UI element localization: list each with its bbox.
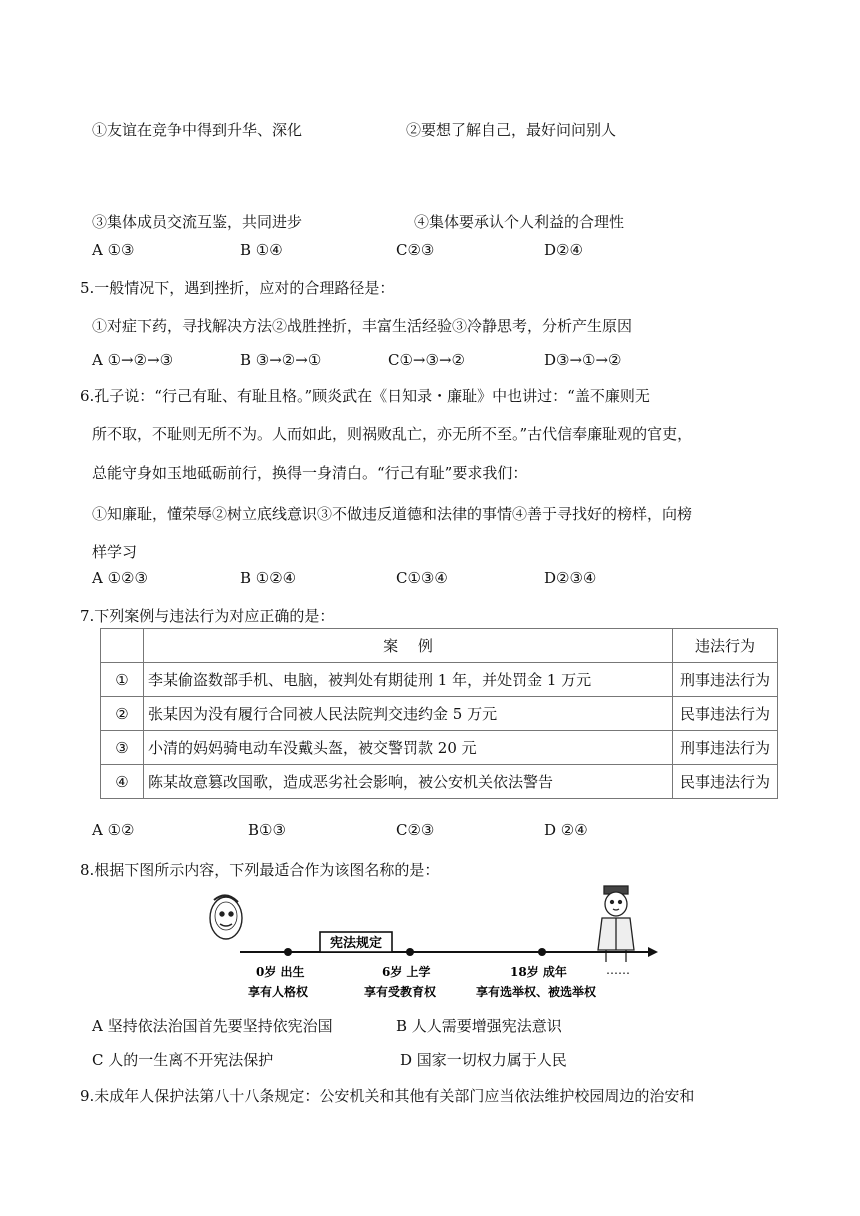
q6-line-3: 总能守身如玉地砥砺前行，换得一身清白。“行己有耻”要求我们： — [92, 464, 528, 482]
row-num: ② — [101, 697, 144, 731]
row-case: 张某因为没有履行合同被人民法院判交违约金 5 万元 — [144, 697, 673, 731]
q6-option-c: C①③④ — [396, 569, 448, 587]
row-case: 小清的妈妈骑电动车没戴头盔，被交警罚款 20 元 — [144, 731, 673, 765]
q9-stem: 9.未成年人保护法第八十八条规定：公安机关和其他有关部门应当依法维护校园周边的治安和 — [80, 1087, 695, 1105]
q6-line-2: 所不取，不耻则无所不为。人而如此，则祸败乱亡，亦无所不至。”古代信奉廉耻观的官吏， — [92, 425, 693, 443]
row-type: 民事违法行为 — [673, 765, 778, 799]
table-header-row — [101, 629, 778, 663]
q6-line-1: 6.孔子说：“行己有耻、有耻且格。”顾炎武在《日知录・廉耻》中也讲过：“盖不廉则无 — [80, 387, 650, 405]
q4-statement-3: ③集体成员交流互鉴，共同进步 — [92, 213, 303, 231]
header-type-cell: 违法行为 — [673, 629, 778, 663]
q7-option-a: A ①② — [92, 821, 135, 839]
row-type: 民事违法行为 — [673, 697, 778, 731]
table-row — [101, 765, 778, 799]
q4-option-d: D②④ — [544, 241, 583, 259]
q5-option-d: D③→①→② — [544, 351, 622, 369]
q4-option-a: A ①③ — [92, 241, 135, 259]
row-num: ③ — [101, 731, 144, 765]
q4-option-b: B ①④ — [240, 241, 283, 259]
q4-option-c: C②③ — [396, 241, 435, 259]
q6-option-b: B ①②④ — [240, 569, 297, 587]
q6-option-a: A ①②③ — [92, 569, 148, 587]
q7-option-c: C②③ — [396, 821, 435, 839]
table-row — [101, 731, 778, 765]
q8-option-a: A 坚持依法治国首先要坚持依宪治国 — [92, 1017, 333, 1035]
q4-statement-4: ④集体要承认个人利益的合理性 — [414, 213, 625, 231]
row-case: 李某偷盗数部手机、电脑，被判处有期徒刑 1 年，并处罚金 1 万元 — [144, 663, 673, 697]
adult-person-illustration — [598, 886, 634, 962]
timeline-point-birth — [284, 948, 292, 956]
point-right-school: 享有受教育权 — [364, 985, 437, 999]
q5-option-a: A ①→②→③ — [92, 351, 174, 369]
row-type: 刑事违法行为 — [673, 663, 778, 697]
q4-statement-1: ①友谊在竞争中得到升华、深化 — [92, 121, 303, 139]
point-age-adult: 18岁 成年 — [510, 965, 567, 979]
row-type: 刑事违法行为 — [673, 731, 778, 765]
point-right-adult: 享有选举权、被选举权 — [476, 985, 597, 999]
q8-option-b: B 人人需要增强宪法意识 — [396, 1017, 562, 1035]
q6-option-d: D②③④ — [544, 569, 597, 587]
q5-stem: 5.一般情况下，遇到挫折，应对的合理路径是： — [80, 279, 395, 297]
timeline-point-school — [406, 948, 414, 956]
header-case-cell: 案 例 — [144, 629, 673, 663]
q5-option-c: C①→③→② — [388, 351, 465, 369]
q7-stem: 7.下列案例与违法行为对应正确的是： — [80, 607, 335, 625]
header-num-cell — [101, 629, 144, 663]
q8-option-c: C 人的一生离不开宪法保护 — [92, 1051, 274, 1069]
q8-option-d: D 国家一切权力属于人民 — [400, 1051, 567, 1069]
timeline-arrowhead — [648, 947, 658, 957]
constitution-tag-label: 宪法规定 — [329, 936, 383, 951]
q5-statements: ①对症下药，寻找解决方法②战胜挫折，丰富生活经验③冷静思考，分析产生原因 — [92, 317, 633, 335]
table-row — [101, 663, 778, 697]
table-row — [101, 697, 778, 731]
q5-option-b: B ③→②→① — [240, 351, 322, 369]
q6-line-5: 样学习 — [92, 543, 138, 561]
row-num: ① — [101, 663, 144, 697]
q6-line-4: ①知廉耻，懂荣辱②树立底线意识③不做违反道德和法律的事情④善于寻找好的榜样，向榜 — [92, 505, 693, 523]
timeline-ellipsis: …… — [606, 963, 630, 977]
point-age-school: 6岁 上学 — [382, 965, 431, 979]
q7-option-b: B①③ — [248, 821, 286, 839]
q8-stem: 8.根据下图所示内容，下列最适合作为该图名称的是： — [80, 861, 440, 879]
constitution-timeline-figure — [204, 880, 660, 1002]
row-num: ④ — [101, 765, 144, 799]
baby-head-illustration — [210, 895, 242, 939]
point-age-birth: 0岁 出生 — [256, 965, 305, 979]
q7-case-table — [100, 628, 778, 799]
row-case: 陈某故意篡改国歌，造成恶劣社会影响，被公安机关依法警告 — [144, 765, 673, 799]
q4-statement-2: ②要想了解自己，最好问问别人 — [406, 121, 617, 139]
timeline-point-adult — [538, 948, 546, 956]
q7-option-d: D ②④ — [544, 821, 588, 839]
point-right-birth: 享有人格权 — [248, 985, 309, 999]
